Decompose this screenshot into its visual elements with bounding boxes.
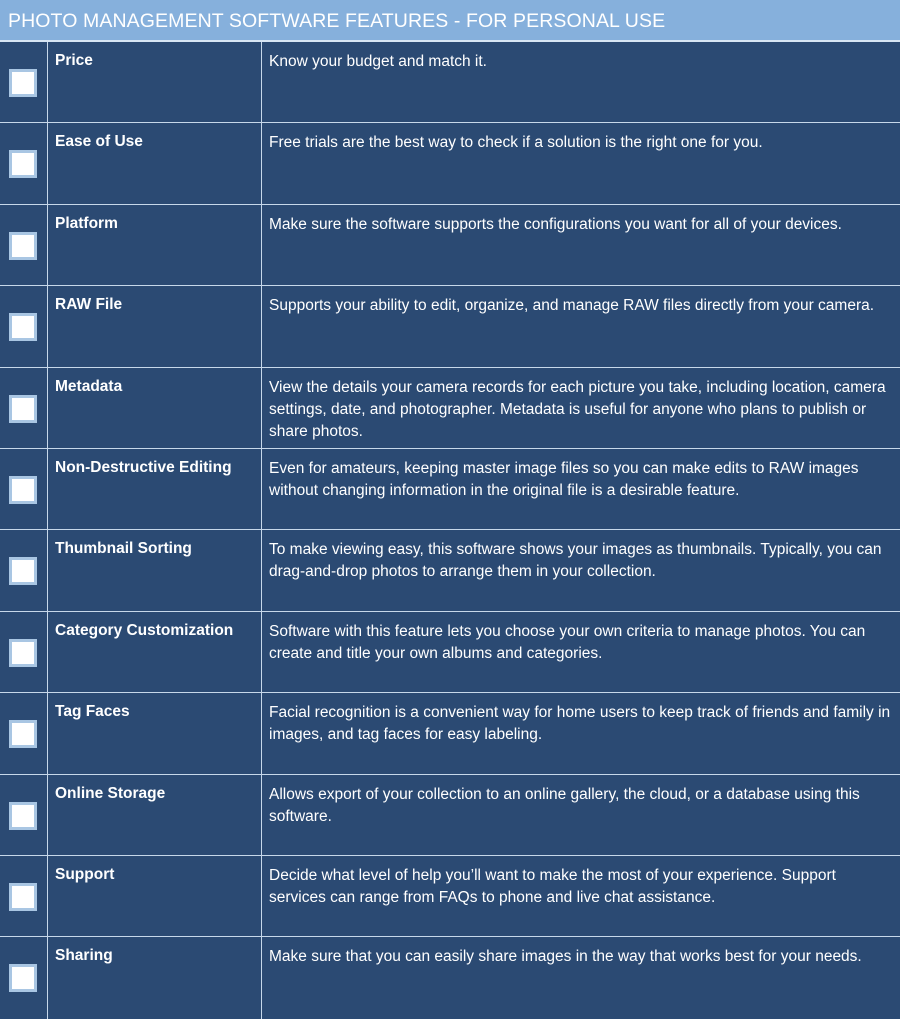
feature-name: Platform: [48, 205, 262, 285]
feature-checkbox[interactable]: [9, 313, 37, 341]
table-row: [0, 856, 900, 937]
table-row: [0, 612, 900, 693]
table-row: [0, 286, 900, 367]
feature-description: Decide what level of help you’ll want to make the most of your experience. Support services can range from FAQs to phone and live chat assistance.: [269, 866, 836, 906]
checkbox-cell: [0, 205, 48, 285]
feature-name: Sharing: [48, 937, 262, 1018]
feature-checkbox[interactable]: [9, 883, 37, 911]
feature-name: Non-Destructive Editing: [48, 449, 262, 529]
feature-checkbox[interactable]: [9, 557, 37, 585]
feature-name: Tag Faces: [48, 693, 262, 773]
feature-table: [0, 42, 900, 1019]
table-row: [0, 42, 900, 123]
table-row: [0, 693, 900, 774]
checkbox-cell: [0, 856, 48, 936]
checkbox-cell: [0, 286, 48, 366]
feature-description: Know your budget and match it.: [269, 53, 487, 70]
feature-description: Free trials are the best way to check if a solution is the right one for you.: [269, 134, 763, 152]
checkbox-cell: [0, 937, 48, 1018]
feature-checkbox[interactable]: [9, 395, 37, 423]
feature-name: Online Storage: [48, 775, 262, 855]
feature-name: Metadata: [48, 368, 262, 448]
feature-description: Facial recognition is a convenient way for home users to keep track of friends and family in images, and tag faces for easy labeling.: [269, 704, 891, 744]
feature-description: Allows export of your collection to an online gallery, the cloud, or a database using this software.: [269, 785, 860, 825]
table-row: [0, 368, 900, 449]
table-row: [0, 205, 900, 286]
feature-checkbox[interactable]: [9, 802, 37, 830]
feature-checkbox[interactable]: [9, 69, 37, 97]
feature-checkbox[interactable]: [9, 150, 37, 178]
table-row: [0, 449, 900, 530]
feature-description: To make viewing easy, this software shows your images as thumbnails. Typically, you can drag-and-drop photos to arrange them in your collection.: [269, 541, 882, 581]
table-row: [0, 530, 900, 611]
feature-name: Category Customization: [48, 612, 262, 692]
checkbox-cell: [0, 123, 48, 203]
feature-description: Supports your ability to edit, organize, and manage RAW files directly from your camera.: [269, 297, 875, 315]
feature-checkbox[interactable]: [9, 720, 37, 748]
feature-name: Support: [48, 856, 262, 936]
feature-name: Price: [48, 42, 262, 122]
feature-checkbox[interactable]: [9, 232, 37, 260]
checkbox-cell: [0, 368, 48, 448]
page-title: PHOTO MANAGEMENT SOFTWARE FEATURES - FOR PERSONAL USE: [0, 0, 900, 42]
table-row: [0, 123, 900, 204]
feature-name: Thumbnail Sorting: [48, 530, 262, 610]
feature-description: Make sure that you can easily share images in the way that works best for your needs.: [269, 948, 862, 966]
feature-description: Software with this feature lets you choose your own criteria to manage photos. You can create and title your own albums and categories.: [269, 622, 866, 662]
feature-name: Ease of Use: [48, 123, 262, 203]
feature-description: Even for amateurs, keeping master image files so you can make edits to RAW images without changing information in the original file is a desirable feature.: [269, 459, 859, 499]
feature-checkbox[interactable]: [9, 639, 37, 667]
feature-checkbox[interactable]: [9, 964, 37, 992]
table-row: [0, 937, 900, 1018]
feature-description: View the details your camera records for each picture you take, including location, camera settings, date, and photographer. Metadata is useful for anyone who plans to publish or share photos.: [269, 378, 886, 440]
checkbox-cell: [0, 42, 48, 122]
feature-name: RAW File: [48, 286, 262, 366]
checkbox-cell: [0, 775, 48, 855]
checkbox-cell: [0, 530, 48, 610]
checkbox-cell: [0, 693, 48, 773]
feature-checkbox[interactable]: [9, 476, 37, 504]
table-row: [0, 775, 900, 856]
checkbox-cell: [0, 449, 48, 529]
checkbox-cell: [0, 612, 48, 692]
feature-description: Make sure the software supports the configurations you want for all of your devices.: [269, 215, 842, 233]
